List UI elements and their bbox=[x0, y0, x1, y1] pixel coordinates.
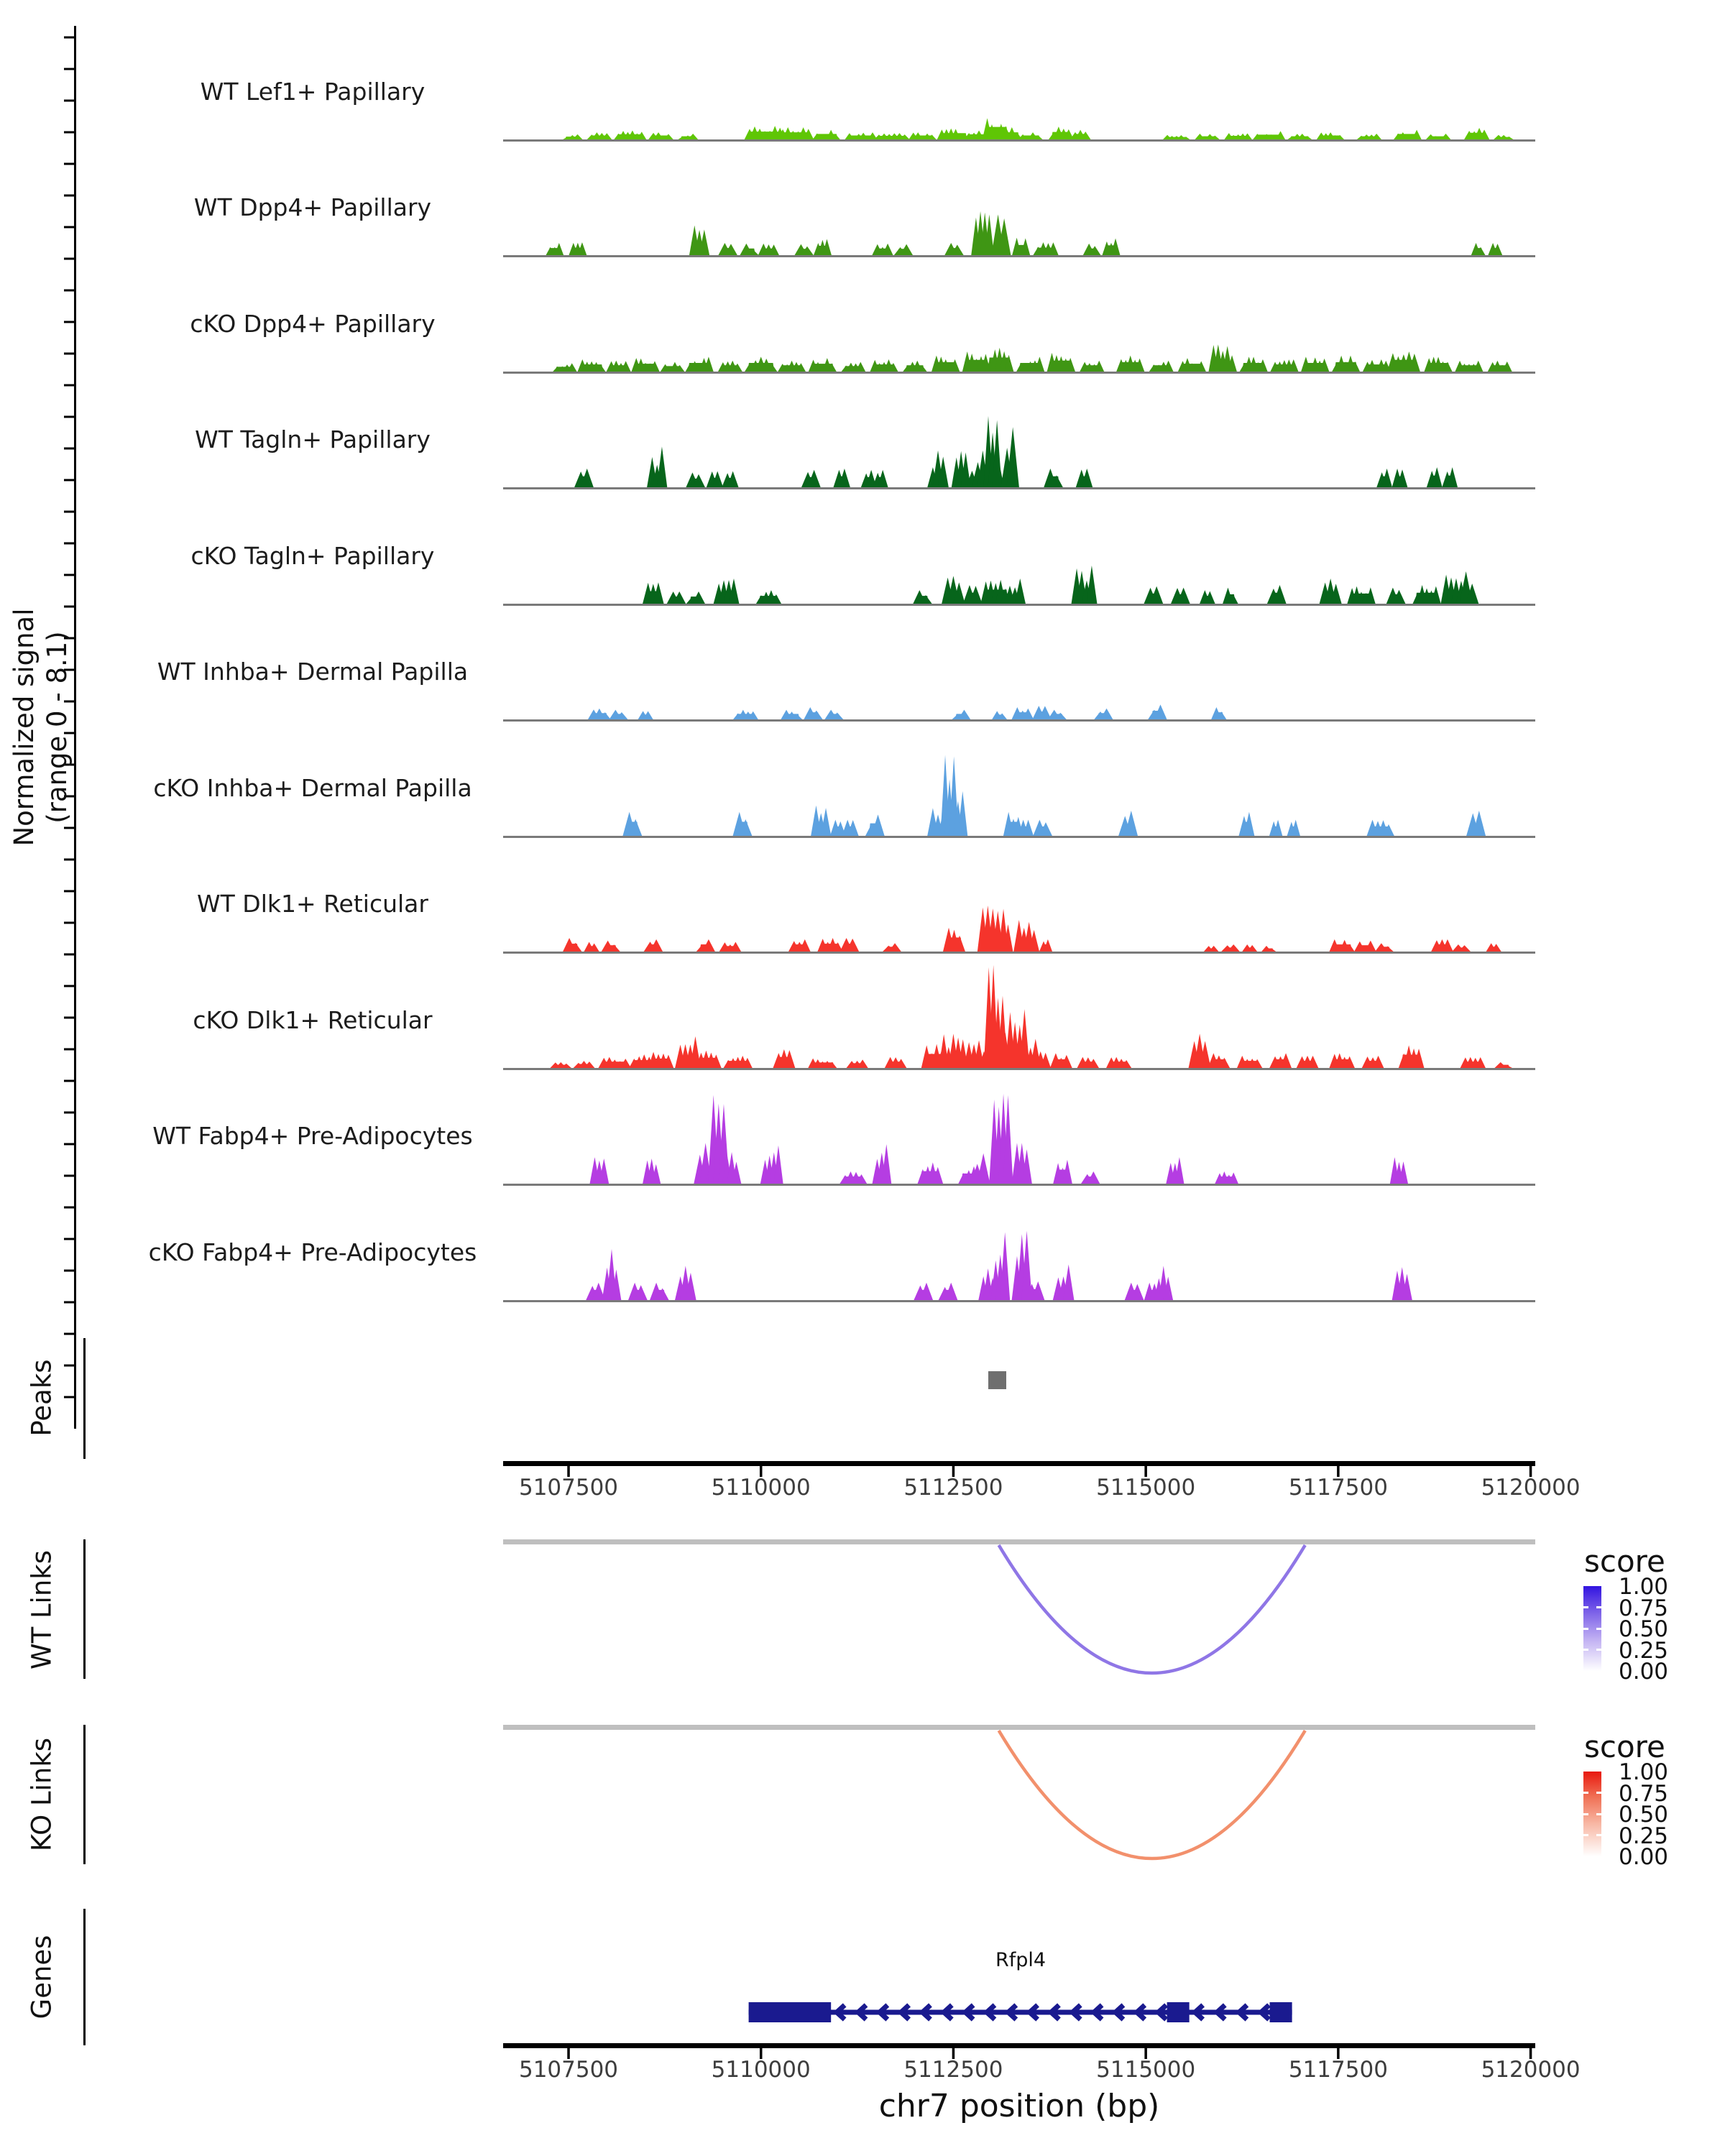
coverage-signal bbox=[503, 497, 1535, 607]
x-axis-tick-label: 5107500 bbox=[518, 2057, 619, 2083]
x-axis-tick-label: 5112500 bbox=[903, 1475, 1003, 1501]
gradient-bar-tick bbox=[1583, 1834, 1588, 1836]
coverage-track-row bbox=[0, 962, 1725, 1071]
track-label: WT Lef1+ Papillary bbox=[200, 78, 426, 106]
ko-score-legend bbox=[1581, 1729, 1725, 1887]
track-label: cKO Fabp4+ Pre-Adipocytes bbox=[148, 1238, 477, 1266]
peaks-section-label: Peaks bbox=[26, 1359, 58, 1437]
legend-tick-label: 0.25 bbox=[1619, 1637, 1669, 1664]
coverage-track-row bbox=[0, 729, 1725, 839]
signal-shapes bbox=[561, 118, 1514, 140]
coverage-signal bbox=[503, 1194, 1535, 1303]
gradient-bar-tick bbox=[1596, 1834, 1601, 1836]
legend-tick-label: 0.25 bbox=[1619, 1823, 1669, 1849]
x-axis-tick-label: 5112500 bbox=[903, 2057, 1003, 2083]
genes-section-label: Genes bbox=[26, 1935, 58, 2019]
track-label: cKO Dlk1+ Reticular bbox=[193, 1005, 433, 1034]
x-axis-tick-label: 5117500 bbox=[1288, 2057, 1388, 2083]
legend-tick-label: 0.50 bbox=[1619, 1802, 1669, 1828]
coverage-signal bbox=[503, 729, 1535, 839]
coverage-signal bbox=[503, 33, 1535, 142]
legend-tick-label: 1.00 bbox=[1619, 1759, 1669, 1785]
coverage-signal bbox=[503, 265, 1535, 374]
x-axis-title: chr7 position (bp) bbox=[878, 2088, 1160, 2124]
gradient-bar-tick bbox=[1596, 1813, 1601, 1815]
legend-tick-label: 0.50 bbox=[1619, 1616, 1669, 1642]
legend-tick-label: 0.00 bbox=[1619, 1659, 1669, 1685]
wt-links-section-label: WT Links bbox=[26, 1550, 58, 1669]
x-axis-tick-label: 5107500 bbox=[518, 1475, 619, 1501]
signal-shapes bbox=[586, 1230, 1412, 1300]
track-label: WT Dlk1+ Reticular bbox=[197, 890, 428, 918]
gene-glyph bbox=[749, 2002, 1292, 2022]
coverage-signal bbox=[503, 1077, 1535, 1187]
signal-shapes bbox=[563, 906, 1502, 952]
track-label: cKO Dpp4+ Papillary bbox=[190, 309, 436, 338]
peaks-track bbox=[503, 1365, 1535, 1398]
x-axis-tick-label: 5110000 bbox=[711, 1475, 811, 1501]
gradient-bar-tick bbox=[1583, 1813, 1588, 1815]
x-axis-tick-label: 5120000 bbox=[1481, 1475, 1581, 1501]
legend-tick-label: 0.75 bbox=[1619, 1780, 1669, 1807]
wt-score-legend bbox=[1581, 1544, 1725, 1702]
track-label: WT Fabp4+ Pre-Adipocytes bbox=[152, 1122, 473, 1150]
ko-legend-title: score bbox=[1584, 1729, 1665, 1764]
coverage-track-row bbox=[0, 845, 1725, 954]
signal-shapes bbox=[546, 211, 1503, 256]
track-label: cKO Inhba+ Dermal Papilla bbox=[153, 773, 472, 802]
gene-model bbox=[503, 1988, 1535, 2038]
ko-link-arc bbox=[503, 1729, 1535, 1873]
gradient-bar-tick bbox=[1596, 1792, 1601, 1794]
x-axis-tick-label: 5120000 bbox=[1481, 2057, 1581, 2083]
gradient-bar-tick bbox=[1583, 1792, 1588, 1794]
coverage-track-row bbox=[0, 265, 1725, 374]
track-label: WT Dpp4+ Papillary bbox=[193, 193, 432, 222]
coverage-track-row bbox=[0, 381, 1725, 490]
gradient-bar-tick bbox=[1583, 1649, 1588, 1651]
x-axis-tick-label: 5110000 bbox=[711, 2057, 811, 2083]
coverage-track-row bbox=[0, 33, 1725, 142]
legend-tick-label: 1.00 bbox=[1619, 1574, 1669, 1600]
y-axis-label-line2: (range 0 - 8.1) bbox=[42, 631, 73, 824]
peak-interval bbox=[988, 1371, 1007, 1389]
track-label: WT Tagln+ Papillary bbox=[195, 425, 431, 454]
gradient-bar-tick bbox=[1596, 1606, 1601, 1608]
coverage-signal bbox=[503, 962, 1535, 1071]
coverage-track-row bbox=[0, 1194, 1725, 1303]
coverage-signal bbox=[503, 149, 1535, 258]
legend-tick-label: 0.75 bbox=[1619, 1595, 1669, 1621]
ko-score-gradient-bar bbox=[1583, 1772, 1601, 1856]
signal-shapes bbox=[574, 416, 1458, 488]
x-axis-tick-label: 5117500 bbox=[1288, 1475, 1388, 1501]
gradient-bar-tick bbox=[1583, 1628, 1588, 1630]
coverage-signal bbox=[503, 613, 1535, 722]
wt-link-arc bbox=[503, 1544, 1535, 1687]
coverage-track-row bbox=[0, 149, 1725, 258]
gene-name-label: Rfpl4 bbox=[995, 1949, 1046, 1971]
gradient-bar-tick bbox=[1583, 1606, 1588, 1608]
signal-shapes bbox=[550, 964, 1514, 1068]
signal-shapes bbox=[552, 344, 1512, 372]
gradient-bar-tick bbox=[1596, 1628, 1601, 1630]
coverage-track-row bbox=[0, 613, 1725, 722]
signal-shapes bbox=[622, 755, 1486, 837]
coverage-signal bbox=[503, 381, 1535, 490]
coverage-signal bbox=[503, 845, 1535, 954]
y-axis-label-line1: Normalized signal bbox=[9, 608, 40, 847]
track-label: cKO Tagln+ Papillary bbox=[190, 541, 435, 570]
x-axis-tick-label: 5115000 bbox=[1096, 1475, 1196, 1501]
legend-tick-label: 0.00 bbox=[1619, 1844, 1669, 1870]
signal-shapes bbox=[589, 1094, 1408, 1184]
coverage-track-row bbox=[0, 1077, 1725, 1187]
wt-legend-title: score bbox=[1584, 1544, 1665, 1579]
wt-score-gradient-bar bbox=[1583, 1586, 1601, 1671]
signal-shapes bbox=[643, 566, 1479, 604]
ko-links-section-label: KO Links bbox=[26, 1737, 58, 1852]
gradient-bar-tick bbox=[1596, 1649, 1601, 1651]
track-label: WT Inhba+ Dermal Papilla bbox=[157, 658, 469, 686]
coverage-track-row bbox=[0, 497, 1725, 607]
signal-shapes bbox=[587, 705, 1227, 721]
x-axis-tick-label: 5115000 bbox=[1096, 2057, 1196, 2083]
